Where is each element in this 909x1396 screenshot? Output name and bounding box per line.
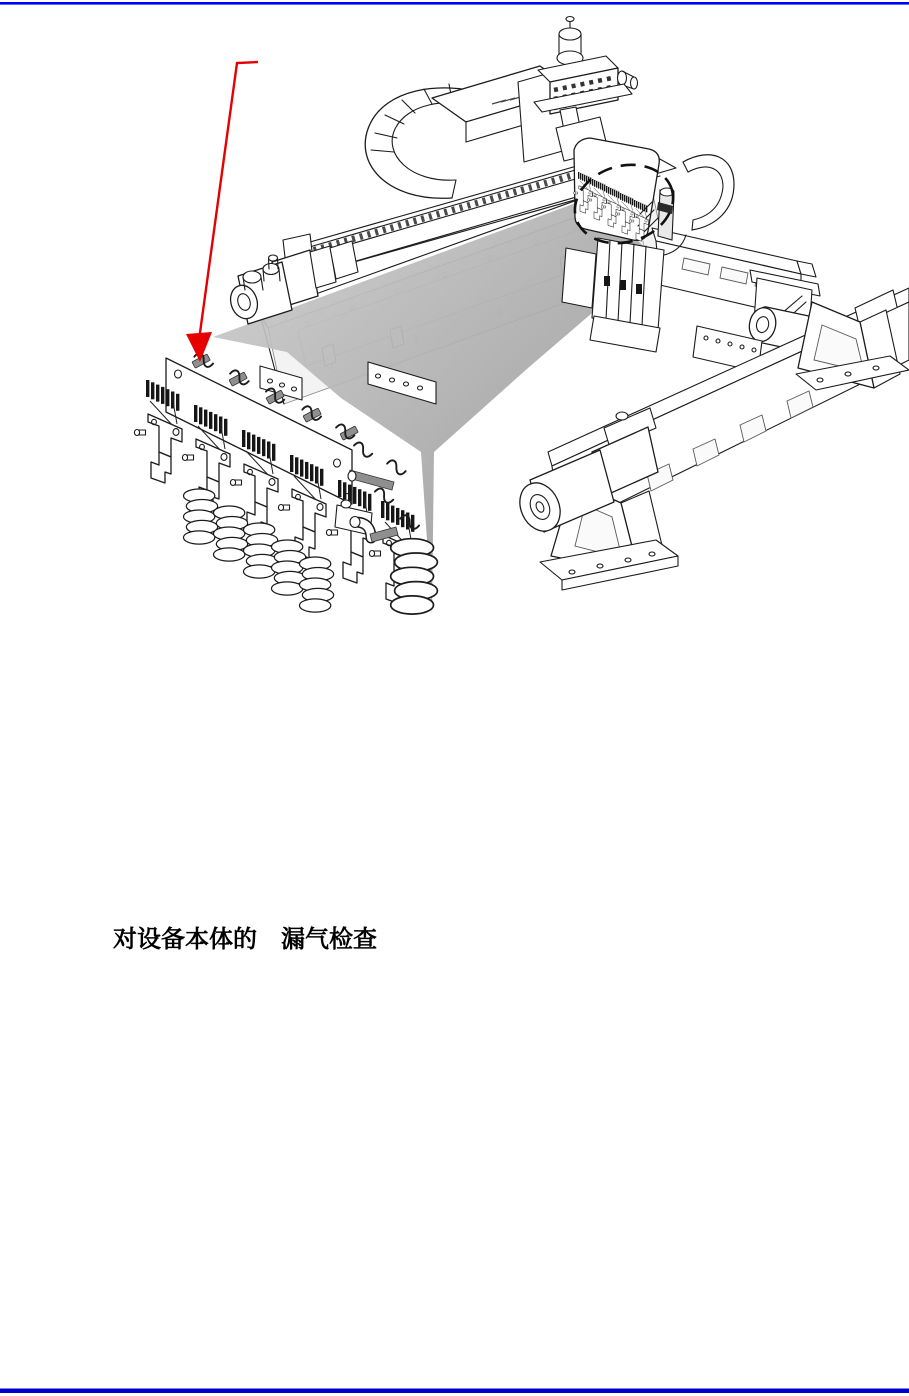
spring <box>213 506 247 561</box>
leak-squiggle <box>385 459 407 476</box>
bottom-rule <box>0 1389 909 1394</box>
spring <box>183 489 217 544</box>
machine-illustration <box>134 17 909 615</box>
spring <box>391 539 438 614</box>
spring <box>299 557 333 612</box>
leak-squiggle <box>352 441 375 459</box>
section-caption: 对设备本体的 漏气检查 <box>113 927 377 953</box>
top-rule <box>0 2 909 5</box>
